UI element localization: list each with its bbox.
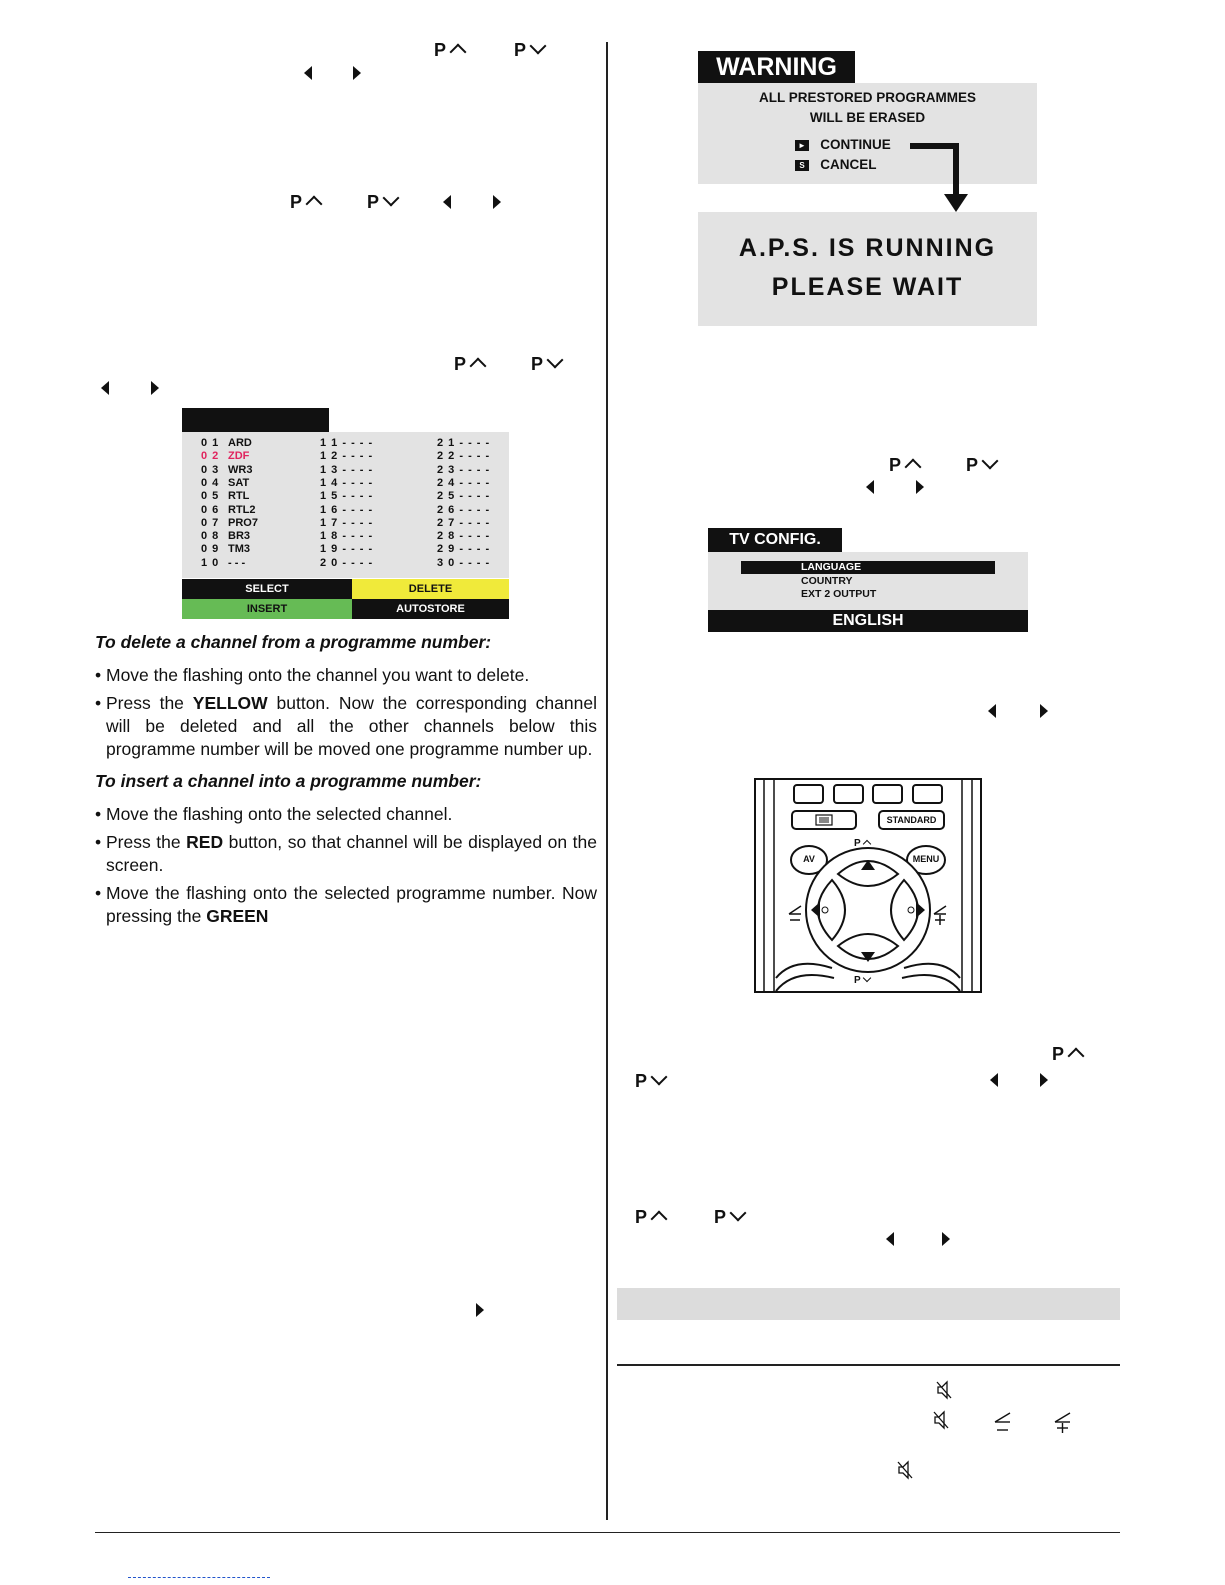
programme-number: 0 5 <box>201 490 220 503</box>
left-arrow-icon <box>443 195 451 209</box>
menu-item-country[interactable]: COUNTRY <box>801 575 853 587</box>
p-up-icon: P <box>290 192 320 213</box>
p-down-icon: P <box>514 40 544 61</box>
left-arrow-icon <box>101 381 109 395</box>
insert-instructions <box>95 803 597 928</box>
delete-heading: To delete a channel from a programme number: <box>95 632 492 652</box>
column-divider <box>606 42 608 1520</box>
s-key-icon: S <box>795 160 809 171</box>
p-up-icon: P <box>454 354 484 375</box>
p-up-icon: P <box>1052 1044 1082 1065</box>
programme-number: 2 9 - - - - <box>437 543 491 556</box>
connector-line <box>910 143 959 149</box>
programme-number: 1 8 - - - - <box>320 530 374 543</box>
aps-box <box>698 212 1037 326</box>
channel-row[interactable] <box>182 504 509 517</box>
volume-up-icon <box>1053 1410 1073 1439</box>
programme-number: 2 5 - - - - <box>437 490 491 503</box>
p-down-icon: P <box>635 1071 665 1092</box>
channel-name: PRO7 <box>228 516 258 529</box>
p-down-icon: P <box>966 455 996 476</box>
programme-number: 1 2 - - - - <box>320 450 374 463</box>
mute-icon <box>936 1380 952 1405</box>
p-down-icon: P <box>714 1207 744 1228</box>
programme-number: 2 0 - - - - <box>320 556 374 569</box>
channel-table-header <box>182 408 329 432</box>
p-down-label: P <box>854 975 870 986</box>
programme-number: 2 8 - - - - <box>437 530 491 543</box>
p-up-icon: P <box>889 455 919 476</box>
left-arrow-icon <box>886 1232 894 1246</box>
menu-selection-bar <box>741 561 995 574</box>
channel-name: BR3 <box>228 530 251 543</box>
play-icon: ► <box>795 140 809 151</box>
section-heading-band <box>617 1288 1120 1320</box>
p-up-icon: P <box>434 40 464 61</box>
programme-number: 0 6 <box>201 503 220 516</box>
right-arrow-icon <box>1040 704 1048 718</box>
programme-number: 1 7 - - - - <box>320 516 374 529</box>
insert-button[interactable]: INSERT <box>182 599 352 619</box>
channel-row[interactable] <box>182 517 509 530</box>
channel-row[interactable] <box>182 543 509 556</box>
channel-name: WR3 <box>228 463 253 476</box>
left-arrow-icon <box>866 480 874 494</box>
insert-bullet-1: • Move the flashing onto the selected channel. <box>95 803 597 826</box>
remote-control-illustration <box>754 778 982 993</box>
channel-row[interactable] <box>182 437 509 450</box>
programme-number: 0 3 <box>201 463 220 476</box>
delete-instructions <box>95 664 597 761</box>
programme-number: 1 0 <box>201 556 220 569</box>
insert-bullet-3: • Move the flashing onto the selected programme number. Now pressing the GREEN <box>95 882 597 928</box>
mute-icon <box>897 1460 913 1485</box>
channel-row[interactable] <box>182 530 509 543</box>
programme-number: 0 4 <box>201 476 220 489</box>
programme-number: 2 1 - - - - <box>437 437 491 449</box>
right-arrow-icon <box>1040 1073 1048 1087</box>
delete-bullet-2: • Press the YELLOW button. Now the corresponding channel will be deleted and all the other channels below this programme number will be moved one programme number up. <box>95 692 597 761</box>
av-button[interactable]: AV <box>803 854 815 864</box>
programme-number: 1 3 - - - - <box>320 463 374 476</box>
channel-name: SAT <box>228 476 250 489</box>
programme-number: 2 7 - - - - <box>437 516 491 529</box>
programme-number: 0 7 <box>201 516 220 529</box>
continue-option[interactable] <box>795 137 891 152</box>
programme-number: 1 6 - - - - <box>320 503 374 516</box>
warning-tab: WARNING <box>698 51 855 84</box>
section-rule <box>617 1364 1120 1366</box>
channel-row[interactable] <box>182 557 509 570</box>
left-arrow-icon <box>990 1073 998 1087</box>
left-arrow-icon <box>988 704 996 718</box>
channel-name: ARD <box>228 437 252 449</box>
tv-config-value: ENGLISH <box>708 610 1028 632</box>
channel-row[interactable] <box>182 450 509 463</box>
channel-name: RTL <box>228 490 250 503</box>
channel-row[interactable] <box>182 477 509 490</box>
insert-bullet-2: • Press the RED button, so that channel will be displayed on the screen. <box>95 831 597 877</box>
left-arrow-icon <box>304 66 312 80</box>
programme-number: 2 3 - - - - <box>437 463 491 476</box>
channel-name: ZDF <box>228 450 250 463</box>
channel-row[interactable] <box>182 464 509 477</box>
programme-number: 0 2 <box>201 450 220 463</box>
right-arrow-icon <box>151 381 159 395</box>
delete-button[interactable]: DELETE <box>352 579 509 599</box>
menu-item-language[interactable]: LANGUAGE <box>801 561 862 573</box>
programme-number: 1 9 - - - - <box>320 543 374 556</box>
menu-button[interactable]: MENU <box>912 854 940 864</box>
programme-number: 2 6 - - - - <box>437 503 491 516</box>
channel-table <box>182 432 509 578</box>
warning-line-2: WILL BE ERASED <box>809 110 926 125</box>
standard-button[interactable]: STANDARD <box>886 815 937 825</box>
connector-line <box>953 143 959 195</box>
cancel-label: CANCEL <box>820 157 877 172</box>
channel-row[interactable] <box>182 490 509 503</box>
p-up-icon: P <box>635 1207 665 1228</box>
select-button[interactable]: SELECT <box>182 579 352 599</box>
autostore-button[interactable]: AUTOSTORE <box>352 599 509 619</box>
right-arrow-icon <box>493 195 501 209</box>
tv-config-tab: TV CONFIG. <box>708 528 842 552</box>
continue-label: CONTINUE <box>820 137 891 152</box>
menu-item-ext2-output[interactable]: EXT 2 OUTPUT <box>801 588 877 600</box>
tv-config-menu <box>708 552 1028 610</box>
delete-bullet-1: • Move the flashing onto the channel you want to delete. <box>95 664 597 687</box>
p-down-icon: P <box>531 354 561 375</box>
cancel-option[interactable] <box>795 157 877 172</box>
insert-heading: To insert a channel into a programme number: <box>95 771 482 791</box>
down-arrow-icon <box>944 194 968 212</box>
footer-link-underline <box>128 1577 270 1578</box>
programme-number: 3 0 - - - - <box>437 556 491 569</box>
channel-name: - - - <box>228 556 246 569</box>
channel-name: RTL2 <box>228 503 256 516</box>
programme-number: 1 1 - - - - <box>320 437 374 449</box>
p-up-label: P <box>854 838 870 849</box>
programme-number: 2 4 - - - - <box>437 476 491 489</box>
right-arrow-icon <box>476 1303 484 1317</box>
mute-icon <box>933 1410 949 1435</box>
programme-number: 1 4 - - - - <box>320 476 374 489</box>
aps-line-2: PLEASE WAIT <box>771 273 964 301</box>
programme-number: 0 8 <box>201 530 220 543</box>
programme-number: 0 1 <box>201 437 220 449</box>
aps-line-1: A.P.S. IS RUNNING <box>738 234 997 262</box>
p-down-icon: P <box>367 192 397 213</box>
warning-box <box>698 83 1037 184</box>
right-arrow-icon <box>942 1232 950 1246</box>
volume-down-icon <box>993 1410 1013 1439</box>
warning-line-1: ALL PRESTORED PROGRAMMES <box>758 90 977 105</box>
programme-number: 2 2 - - - - <box>437 450 491 463</box>
right-arrow-icon <box>353 66 361 80</box>
right-arrow-icon <box>916 480 924 494</box>
programme-number: 1 5 - - - - <box>320 490 374 503</box>
footer-rule <box>95 1532 1120 1533</box>
channel-name: TM3 <box>228 543 250 556</box>
programme-number: 0 9 <box>201 543 220 556</box>
